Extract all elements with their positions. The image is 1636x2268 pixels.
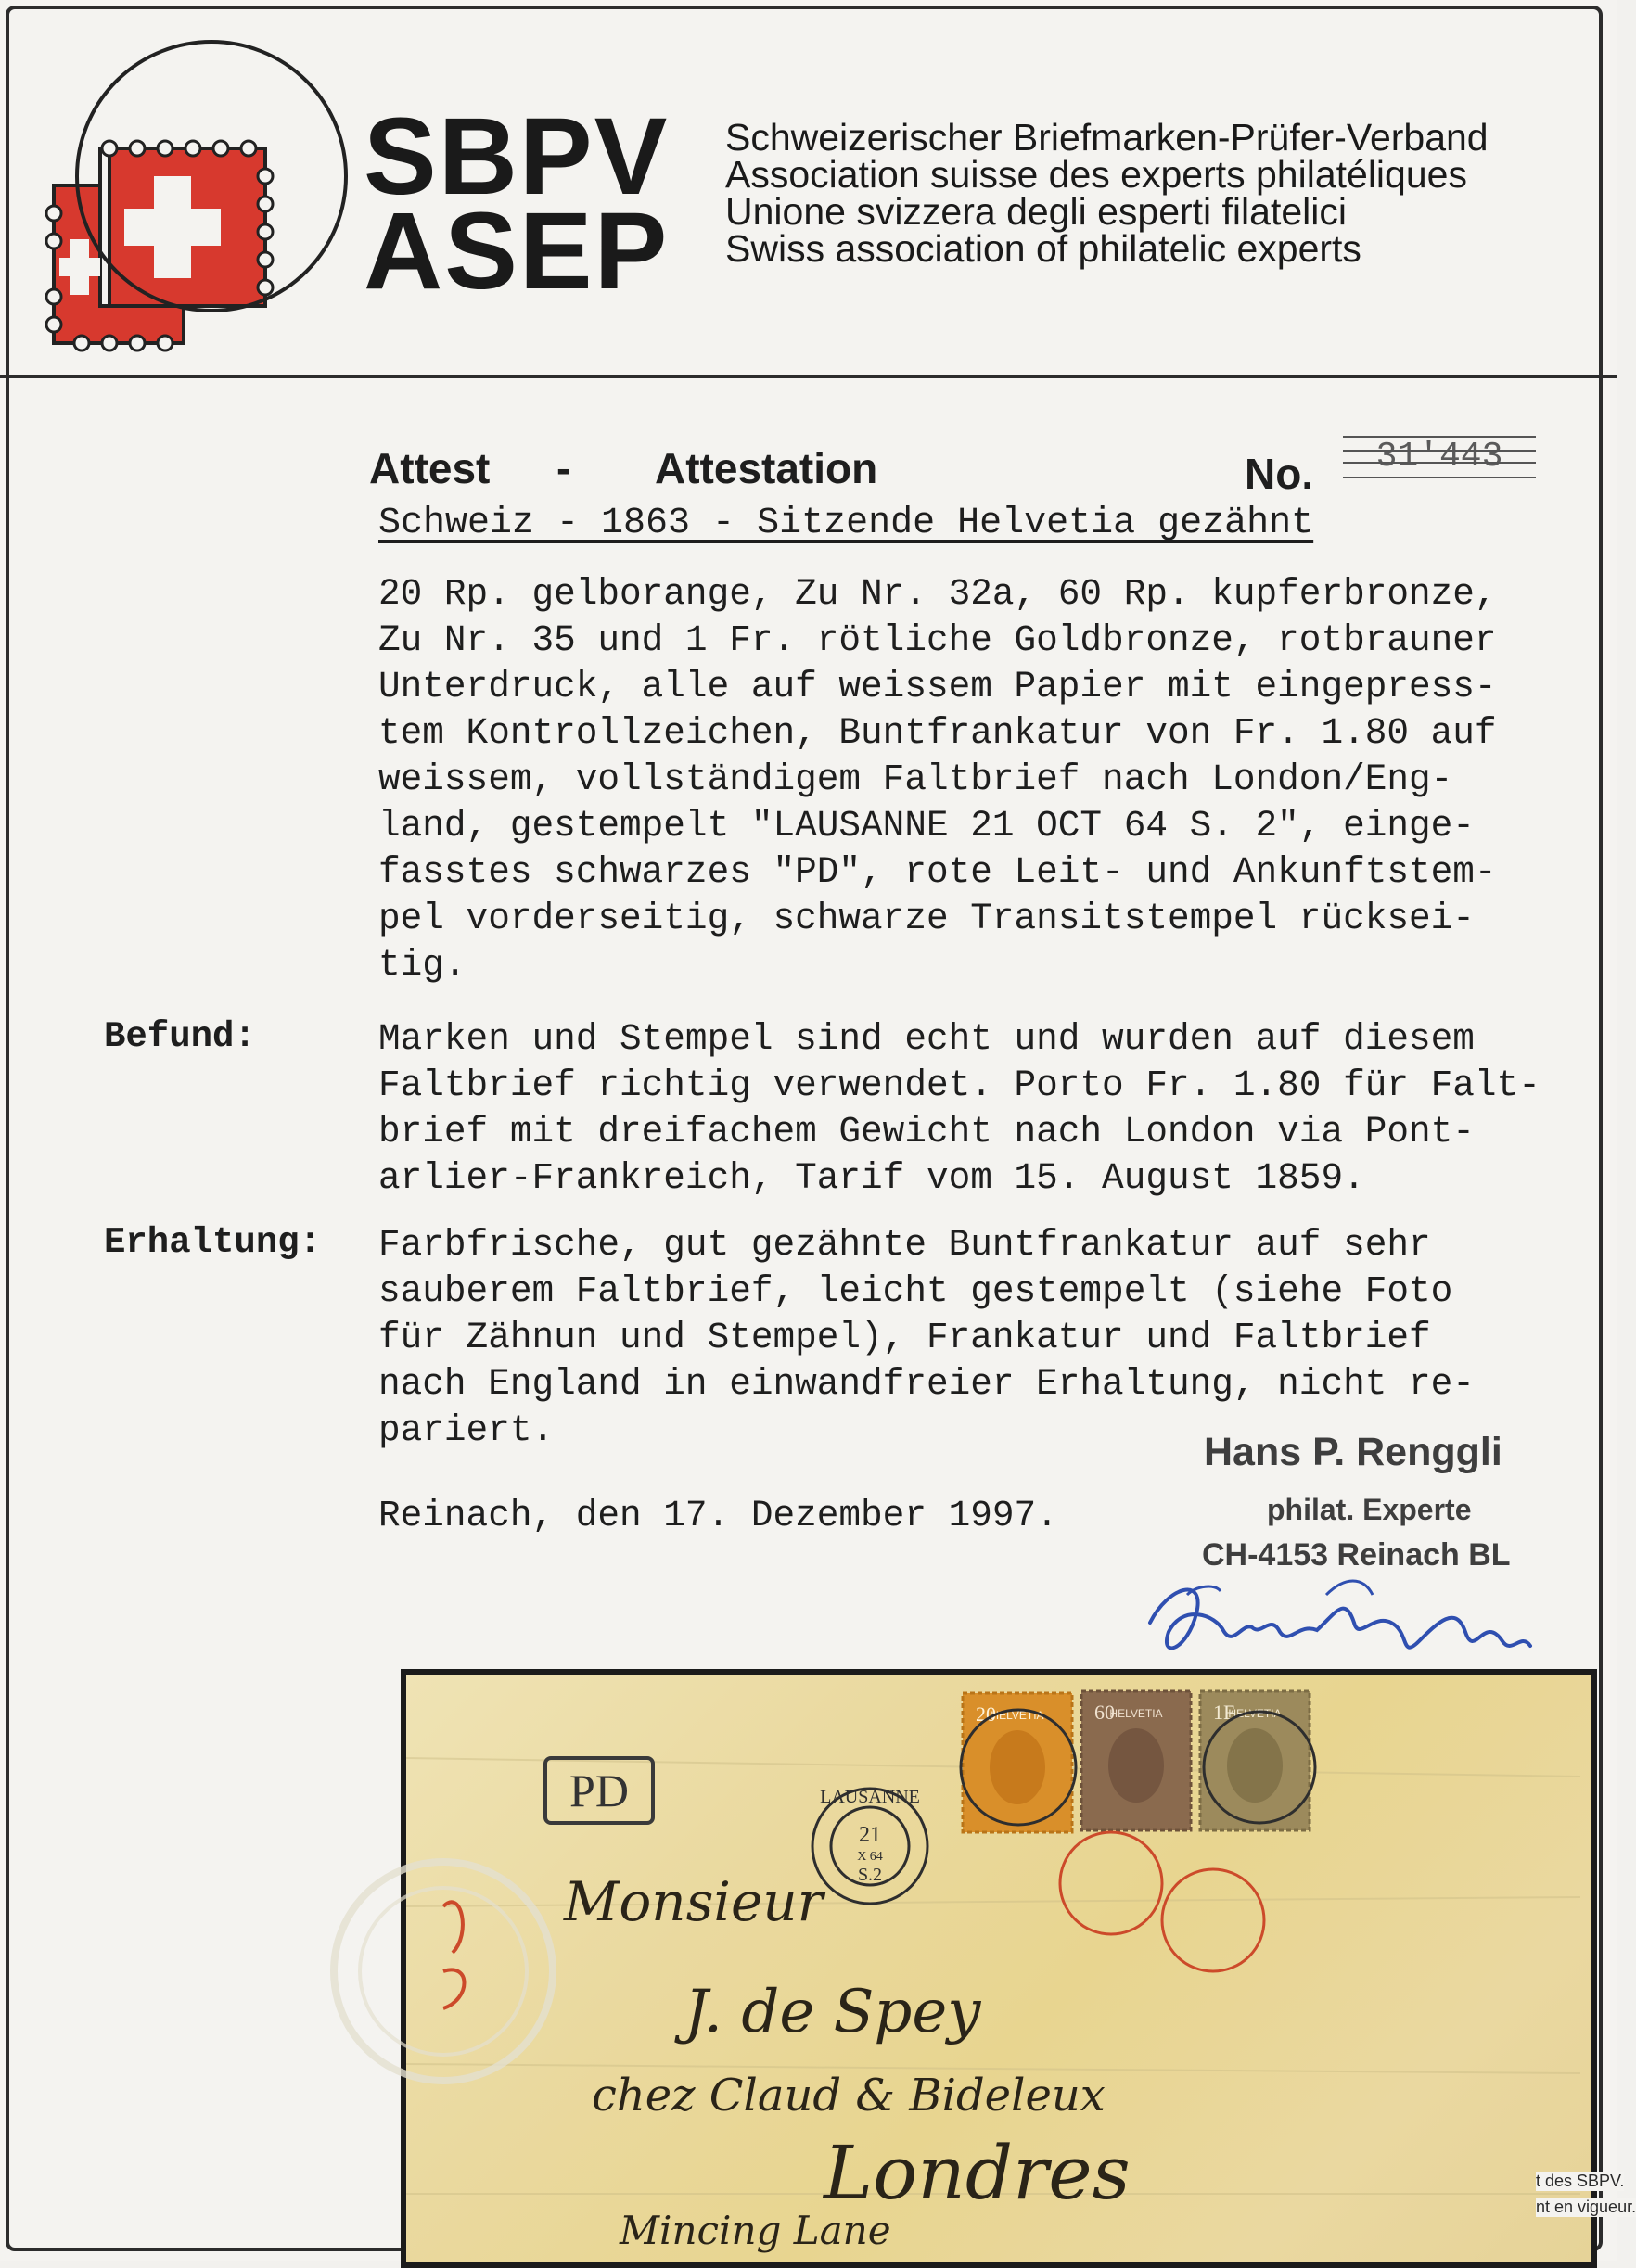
stamp-20-country: HELVETIA	[991, 1709, 1044, 1722]
befund-line: arlier-Frankreich, Tarif vom 15. August 1859.	[378, 1157, 1365, 1199]
footnote-line1: t des SBPV.	[1536, 2172, 1625, 2190]
erhaltung-line: pariert.	[378, 1409, 555, 1451]
erhaltung-text	[378, 1222, 1475, 1454]
description-line: fasstes schwarzes "PD", rote Leit- und Ankunftstem-	[378, 851, 1497, 893]
header-separator	[0, 375, 1617, 378]
erhaltung-line: nach England in einwandfreier Erhaltung, nicht re-	[378, 1363, 1475, 1405]
brand-name	[364, 96, 670, 312]
stamp-1fr-value: 1F	[1213, 1701, 1235, 1724]
address-line: Monsieur	[564, 1870, 824, 1933]
place-date: Reinach, den 17. Dezember 1997.	[378, 1495, 1058, 1536]
certificate-number-label: No.	[1245, 450, 1314, 498]
befund-text	[378, 1016, 1540, 1202]
association-name-en: Swiss association of philatelic experts	[725, 227, 1361, 270]
befund-line: Faltbrief richtig verwendet. Porto Fr. 1.80 für Falt-	[378, 1064, 1540, 1106]
certificate-title: Schweiz - 1863 - Sitzende Helvetia gezähnt	[378, 503, 1314, 544]
description-line: weissem, vollständigem Faltbrief nach London/Eng-	[378, 758, 1453, 800]
association-name-it: Unione svizzera degli esperti filatelici	[725, 190, 1347, 233]
footnote-line2: nt en vigueur.	[1536, 2198, 1636, 2216]
stamp-20-value: 20	[976, 1702, 996, 1726]
befund-line: brief mit dreifachem Gewicht nach London via Pont-	[378, 1111, 1475, 1153]
befund-label: Befund:	[104, 1016, 256, 1057]
erhaltung-label: Erhaltung:	[104, 1222, 322, 1263]
brand-line-asep: ASEP	[364, 190, 670, 312]
certificate-number: 31'443	[1343, 436, 1536, 478]
pd-mark: PD	[569, 1765, 629, 1816]
erhaltung-line: Farbfrische, gut gezähnte Buntfrankatur auf sehr	[378, 1224, 1431, 1266]
befund-line: Marken und Stempel sind echt und wurden auf diesem	[378, 1018, 1475, 1060]
expert-name: Hans P. Renggli	[1204, 1430, 1502, 1474]
expert-role: philat. Experte	[1267, 1493, 1472, 1526]
address-line: Mincing Lane	[620, 2208, 891, 2253]
association-name-de: Schweizerischer Briefmarken-Prüfer-Verband	[725, 116, 1489, 159]
cover-photo	[401, 1669, 1597, 2268]
handwritten-signature	[1131, 1558, 1540, 1678]
address-line: chez Claud & Bideleux	[592, 2070, 1106, 2121]
description-line: land, gestempelt "LAUSANNE 21 OCT 64 S. 2", einge-	[378, 805, 1475, 847]
description-line: tem Kontrollzeichen, Buntfrankatur von Fr. 1.80 auf	[378, 712, 1497, 754]
association-names	[725, 116, 1489, 270]
stamp-60	[1081, 1691, 1191, 1830]
postmark-day: 21	[859, 1823, 881, 1847]
description-text	[378, 571, 1497, 988]
red-rate-mark	[443, 1902, 465, 2008]
description-line: Unterdruck, alle auf weissem Papier mit eingepress-	[378, 666, 1497, 707]
handwritten-address	[563, 1870, 1131, 2253]
sbpv-logo-icon	[45, 37, 351, 352]
stamp-60-value: 60	[1094, 1701, 1115, 1724]
description-line: tig.	[378, 944, 467, 986]
postmark-town: LAUSANNE	[820, 1787, 920, 1807]
heading-separator: -	[556, 444, 571, 492]
heading-attestation: Attestation	[655, 444, 878, 492]
association-name-fr: Association suisse des experts philatéliques	[725, 153, 1467, 196]
address-line: J. de Spey	[684, 1978, 981, 2046]
description-line: 20 Rp. gelborange, Zu Nr. 32a, 60 Rp. kupferbronze,	[378, 573, 1497, 615]
postmark-series: S.2	[857, 1865, 883, 1885]
heading-attest: Attest	[369, 444, 491, 492]
description-line: pel vorderseitig, schwarze Transitstempel rücksei-	[378, 898, 1475, 939]
stamp-1fr-country: HELVETIA	[1228, 1707, 1282, 1720]
brand-line-sbpv: SBPV	[364, 96, 670, 218]
expert-address: CH-4153 Reinach BL	[1202, 1537, 1511, 1573]
address-line: Londres	[824, 2130, 1131, 2216]
erhaltung-line: für Zähnun und Stempel), Frankatur und Faltbrief	[378, 1317, 1431, 1358]
description-line: Zu Nr. 35 und 1 Fr. rötliche Goldbronze, rotbrauner	[378, 619, 1497, 661]
erhaltung-line: sauberem Faltbrief, leicht gestempelt (siehe Foto	[378, 1270, 1453, 1312]
folded-letter-image	[406, 1675, 1580, 2251]
stamp-60-country: HELVETIA	[1109, 1707, 1163, 1720]
postmark-date: X 64	[857, 1850, 883, 1864]
